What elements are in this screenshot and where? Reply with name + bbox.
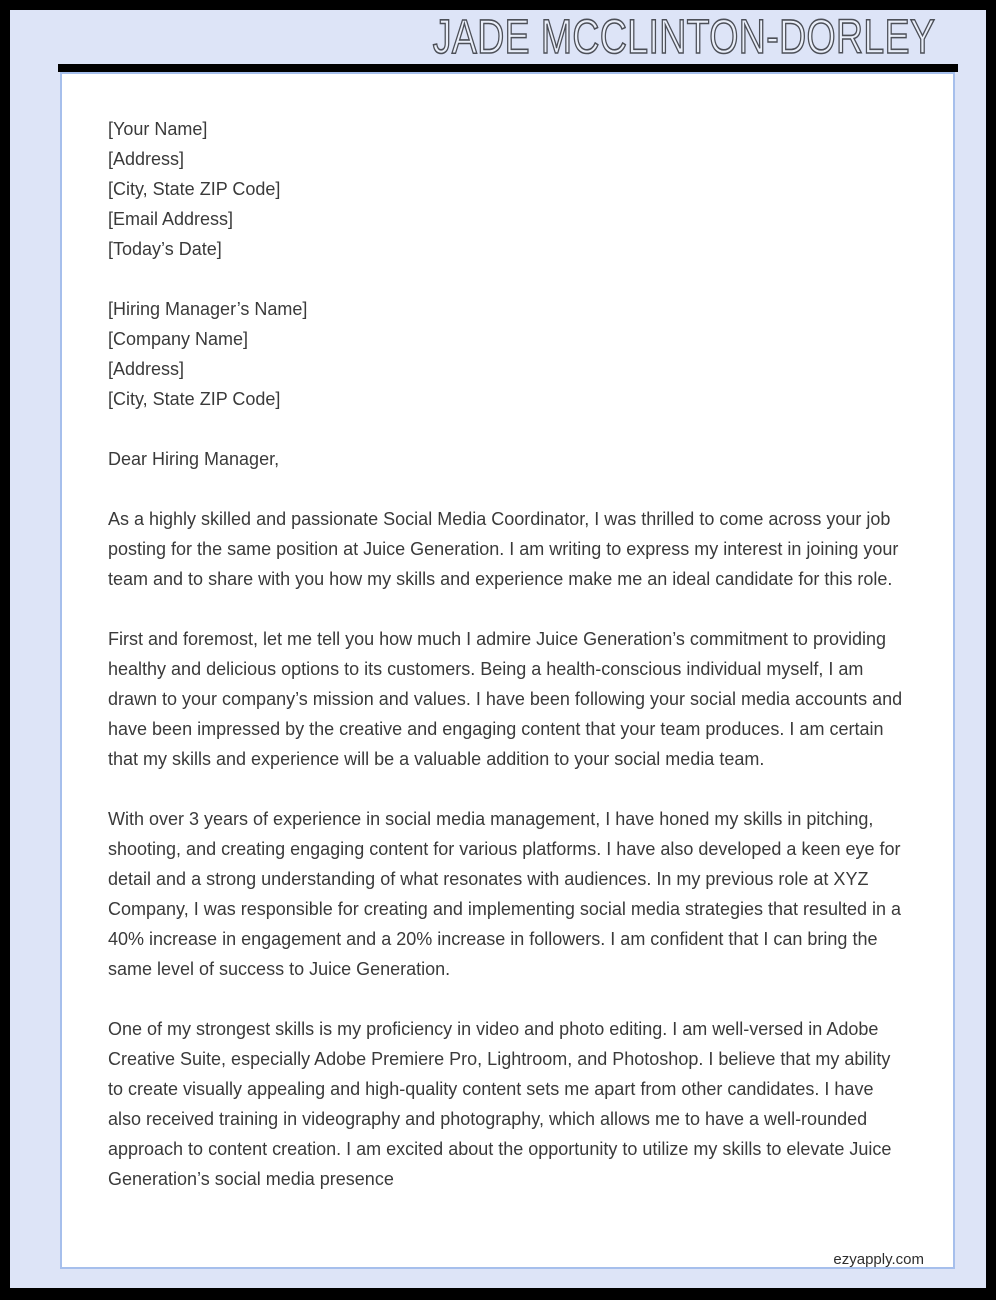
sender-address-block bbox=[108, 114, 907, 264]
salutation-block bbox=[108, 444, 907, 474]
letter-page bbox=[60, 72, 955, 1269]
letter-paragraph-2: First and foremost, let me tell you how much I admire Juice Generation’s commitment to providing healthy and delicious options to its customers. Being a health-conscious individual myself, I am drawn to your company’s mission and values. I have been following your social media accounts and have been impressed by the creative and engaging content that your team produces. I am certain that my skills and experience will be a valuable addition to your social media team. bbox=[108, 629, 903, 769]
recipient-address-line: [Address] bbox=[108, 359, 185, 379]
sender-email-line: [Email Address] bbox=[108, 209, 234, 229]
recipient-manager-line: [Hiring Manager’s Name] bbox=[108, 299, 308, 319]
sender-date-line: [Today’s Date] bbox=[108, 239, 222, 259]
recipient-city-line: [City, State ZIP Code] bbox=[108, 389, 281, 409]
letter-paragraph-3: With over 3 years of experience in social media management, I have honed my skills in pitching, shooting, and creating engaging content for various platforms. I have also developed a keen eye for detail and a strong understanding of what resonates with audiences. In my previous role at XYZ Company, I was responsible for creating and implementing social media strategies that resulted in a 40% increase in engagement and a 20% increase in followers. I am confident that I can bring the same level of success to Juice Generation. bbox=[108, 809, 902, 979]
header-rule bbox=[58, 64, 958, 72]
ezyapply-watermark: ezyapply.com bbox=[833, 1251, 924, 1268]
recipient-address-block bbox=[108, 294, 907, 414]
recipient-company-line: [Company Name] bbox=[108, 329, 249, 349]
sender-address-line: [Address] bbox=[108, 149, 185, 169]
candidate-name-heading: JADE MCCLINTON-DORLEY bbox=[432, 11, 935, 64]
sender-city-line: [City, State ZIP Code] bbox=[108, 179, 281, 199]
letter-paragraph-4: One of my strongest skills is my proficiency in video and photo editing. I am well-versed in Adobe Creative Suite, especially Adobe Premiere Pro, Lightroom, and Photoshop. I believe that my ability to create visually appealing and high-quality content sets me apart from other candidates. I have also received training in videography and photography, which allows me to have a well-rounded approach to content creation. I am excited about the opportunity to utilize my skills to elevate Juice Generation’s social media presence bbox=[108, 1019, 892, 1189]
letter-paragraph-1: As a highly skilled and passionate Social Media Coordinator, I was thrilled to come across your job posting for the same position at Juice Generation. I am writing to express my interest in joining your team and to share with you how my skills and experience make me an ideal candidate for this role. bbox=[108, 509, 899, 589]
sender-name-line: [Your Name] bbox=[108, 119, 208, 139]
salutation-line: Dear Hiring Manager, bbox=[108, 449, 280, 469]
